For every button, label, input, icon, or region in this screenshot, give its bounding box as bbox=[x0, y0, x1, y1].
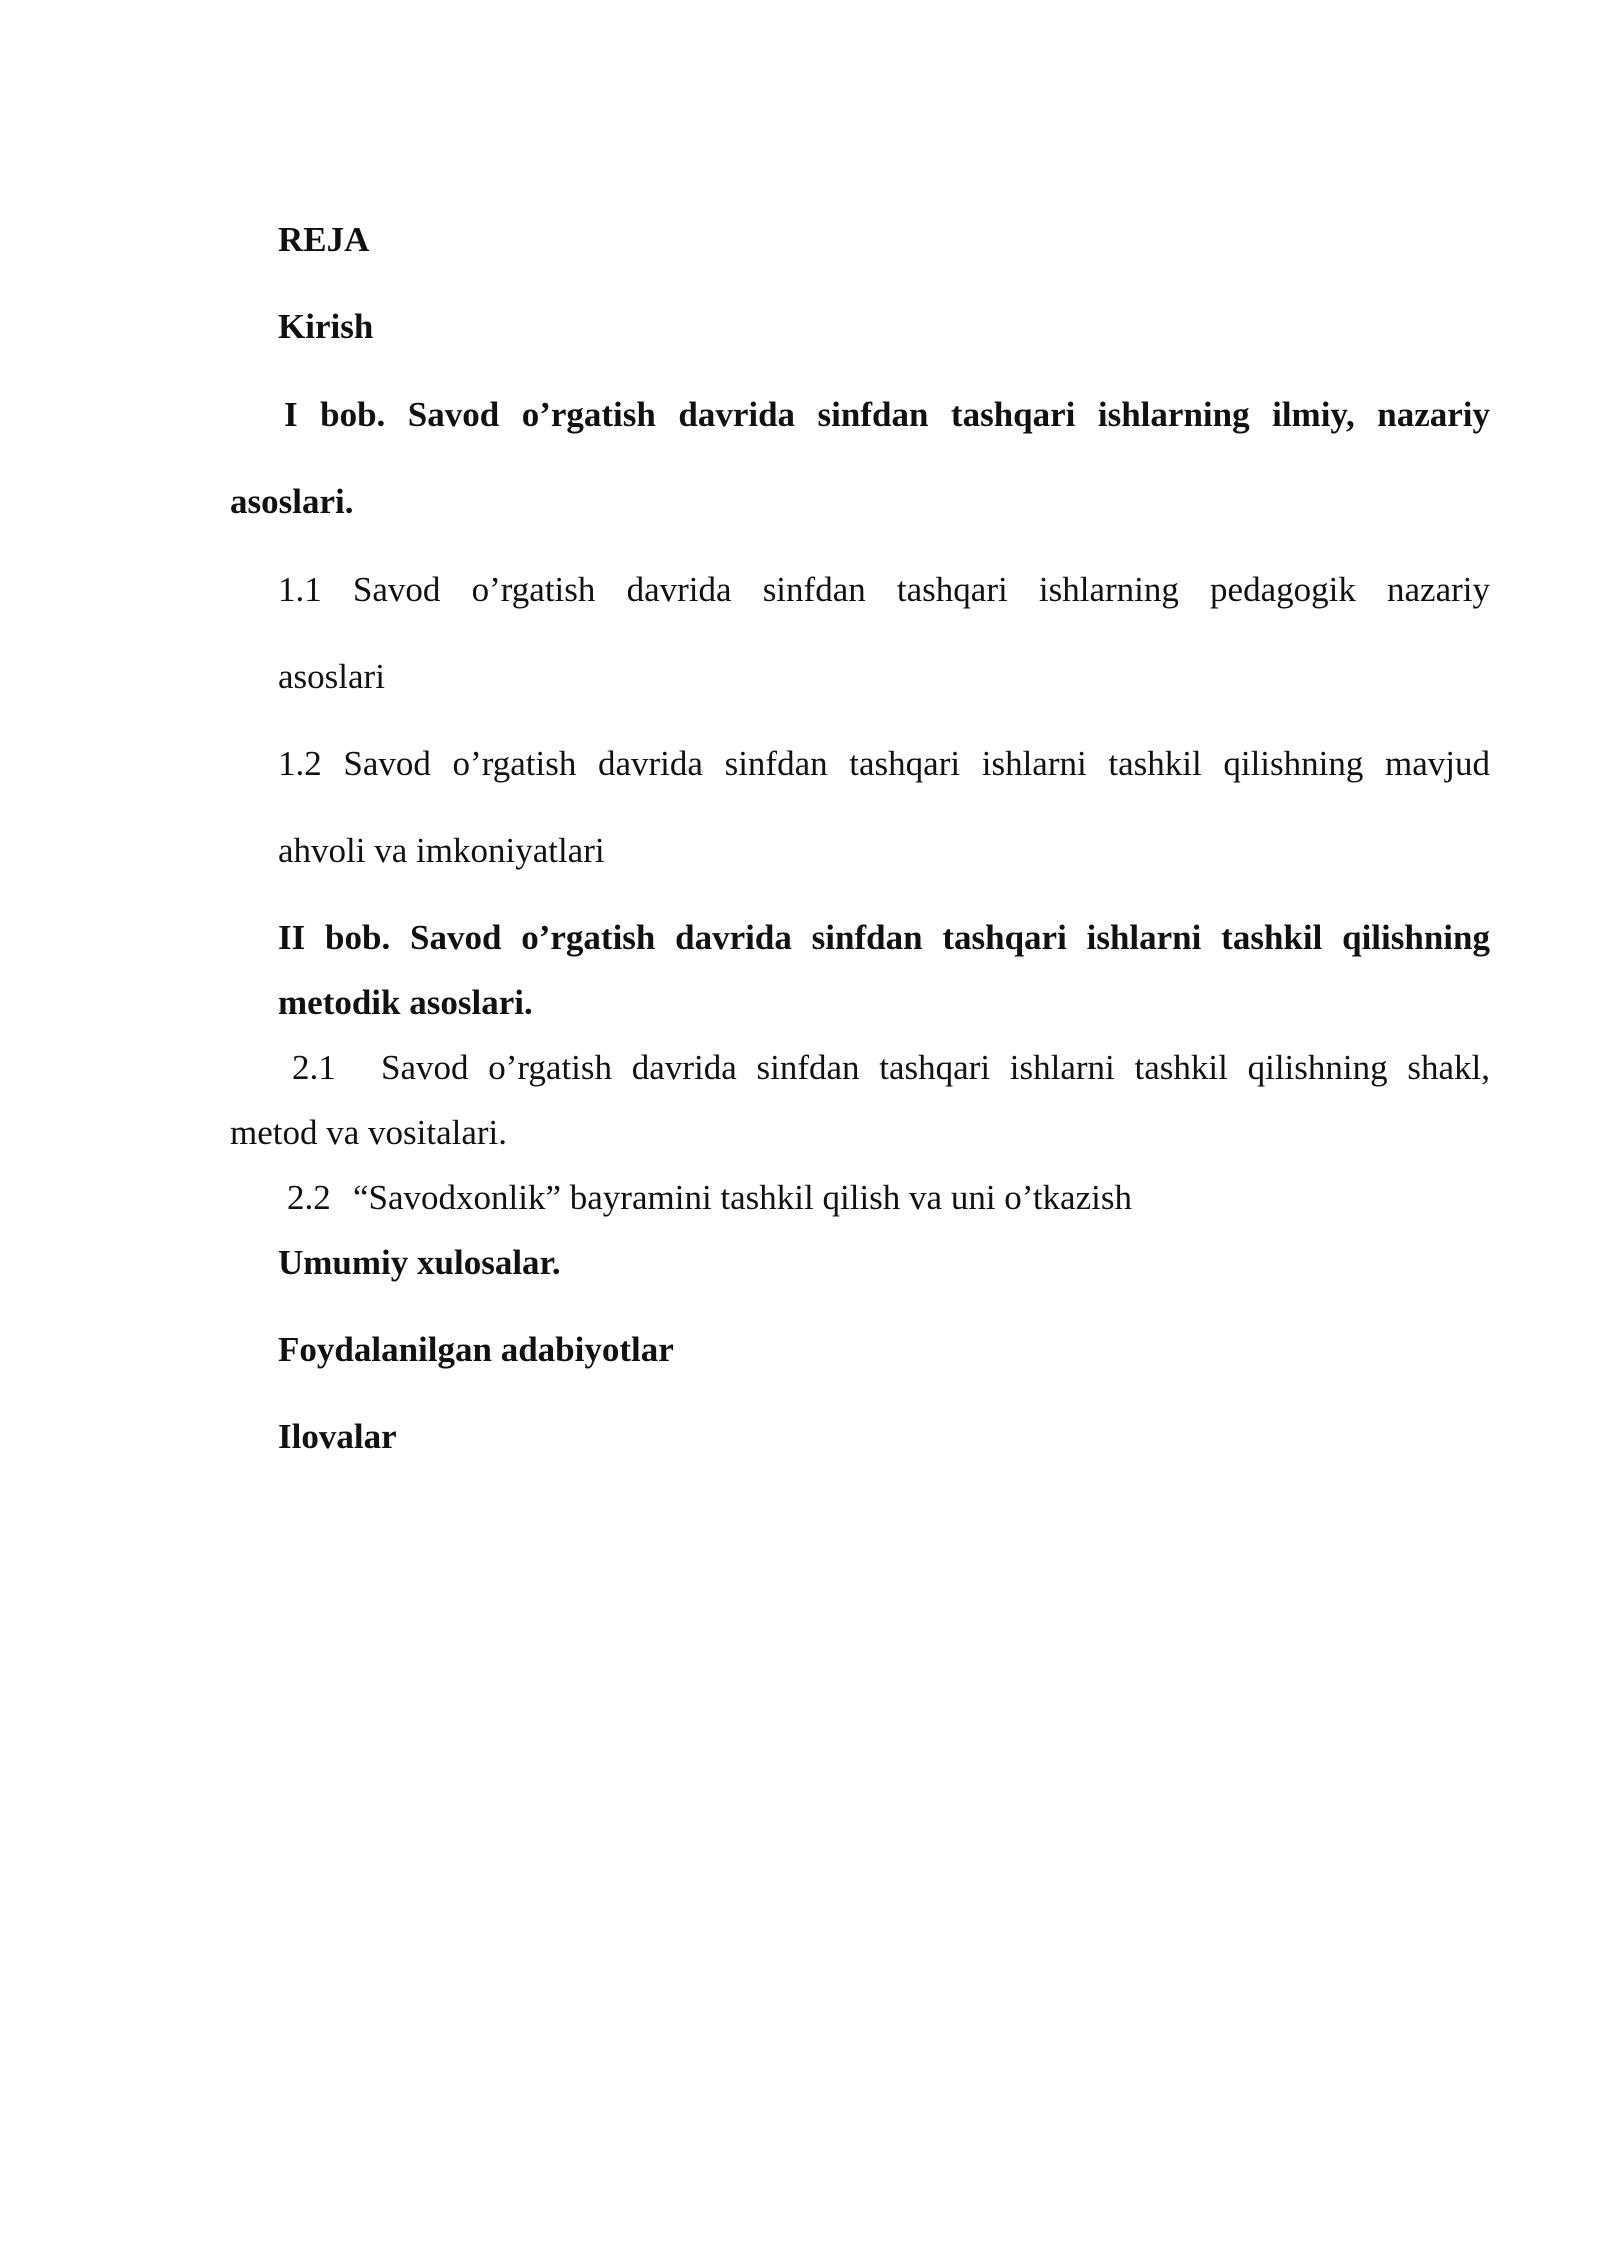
section-2-1-number: 2.1 bbox=[292, 1048, 336, 1087]
chapter1-heading-line2: asoslari. bbox=[230, 482, 354, 521]
section-2-2-number: 2.2 bbox=[287, 1178, 331, 1217]
chapter1-heading-line1: I bob. Savod o’rgatish davrida sinfdan tashqari ishlarning ilmiy, nazariy bbox=[284, 395, 1490, 434]
conclusions-heading: Umumiy xulosalar. bbox=[278, 1243, 561, 1282]
intro-heading: Kirish bbox=[278, 307, 374, 346]
section-1-1-line2: asoslari bbox=[278, 657, 385, 696]
section-1-2-line2: ahvoli va imkoniyatlari bbox=[278, 831, 605, 870]
section-1-1-line1: 1.1 Savod o’rgatish davrida sinfdan tashqari ishlarning pedagogik nazariy bbox=[278, 570, 1490, 609]
references-heading: Foydalanilgan adabiyotlar bbox=[278, 1330, 674, 1369]
section-2-2-line1: “Savodxonlik” bayramini tashkil qilish va uni o’tkazish bbox=[353, 1178, 1132, 1217]
chapter2-heading-line2: metodik asoslari. bbox=[278, 983, 533, 1022]
section-1-2-line1: 1.2 Savod o’rgatish davrida sinfdan tashqari ishlarni tashkil qilishning mavjud bbox=[278, 744, 1490, 783]
chapter2-heading-line1: II bob. Savod o’rgatish davrida sinfdan tashqari ishlarni tashkil qilishning bbox=[278, 918, 1490, 957]
section-2-1-line2: metod va vositalari. bbox=[230, 1113, 508, 1152]
section-2-1-line1: Savod o’rgatish davrida sinfdan tashqari ishlarni tashkil qilishning shakl, bbox=[381, 1048, 1490, 1087]
plan-title: REJA bbox=[278, 220, 370, 259]
appendices-heading: Ilovalar bbox=[278, 1417, 397, 1456]
